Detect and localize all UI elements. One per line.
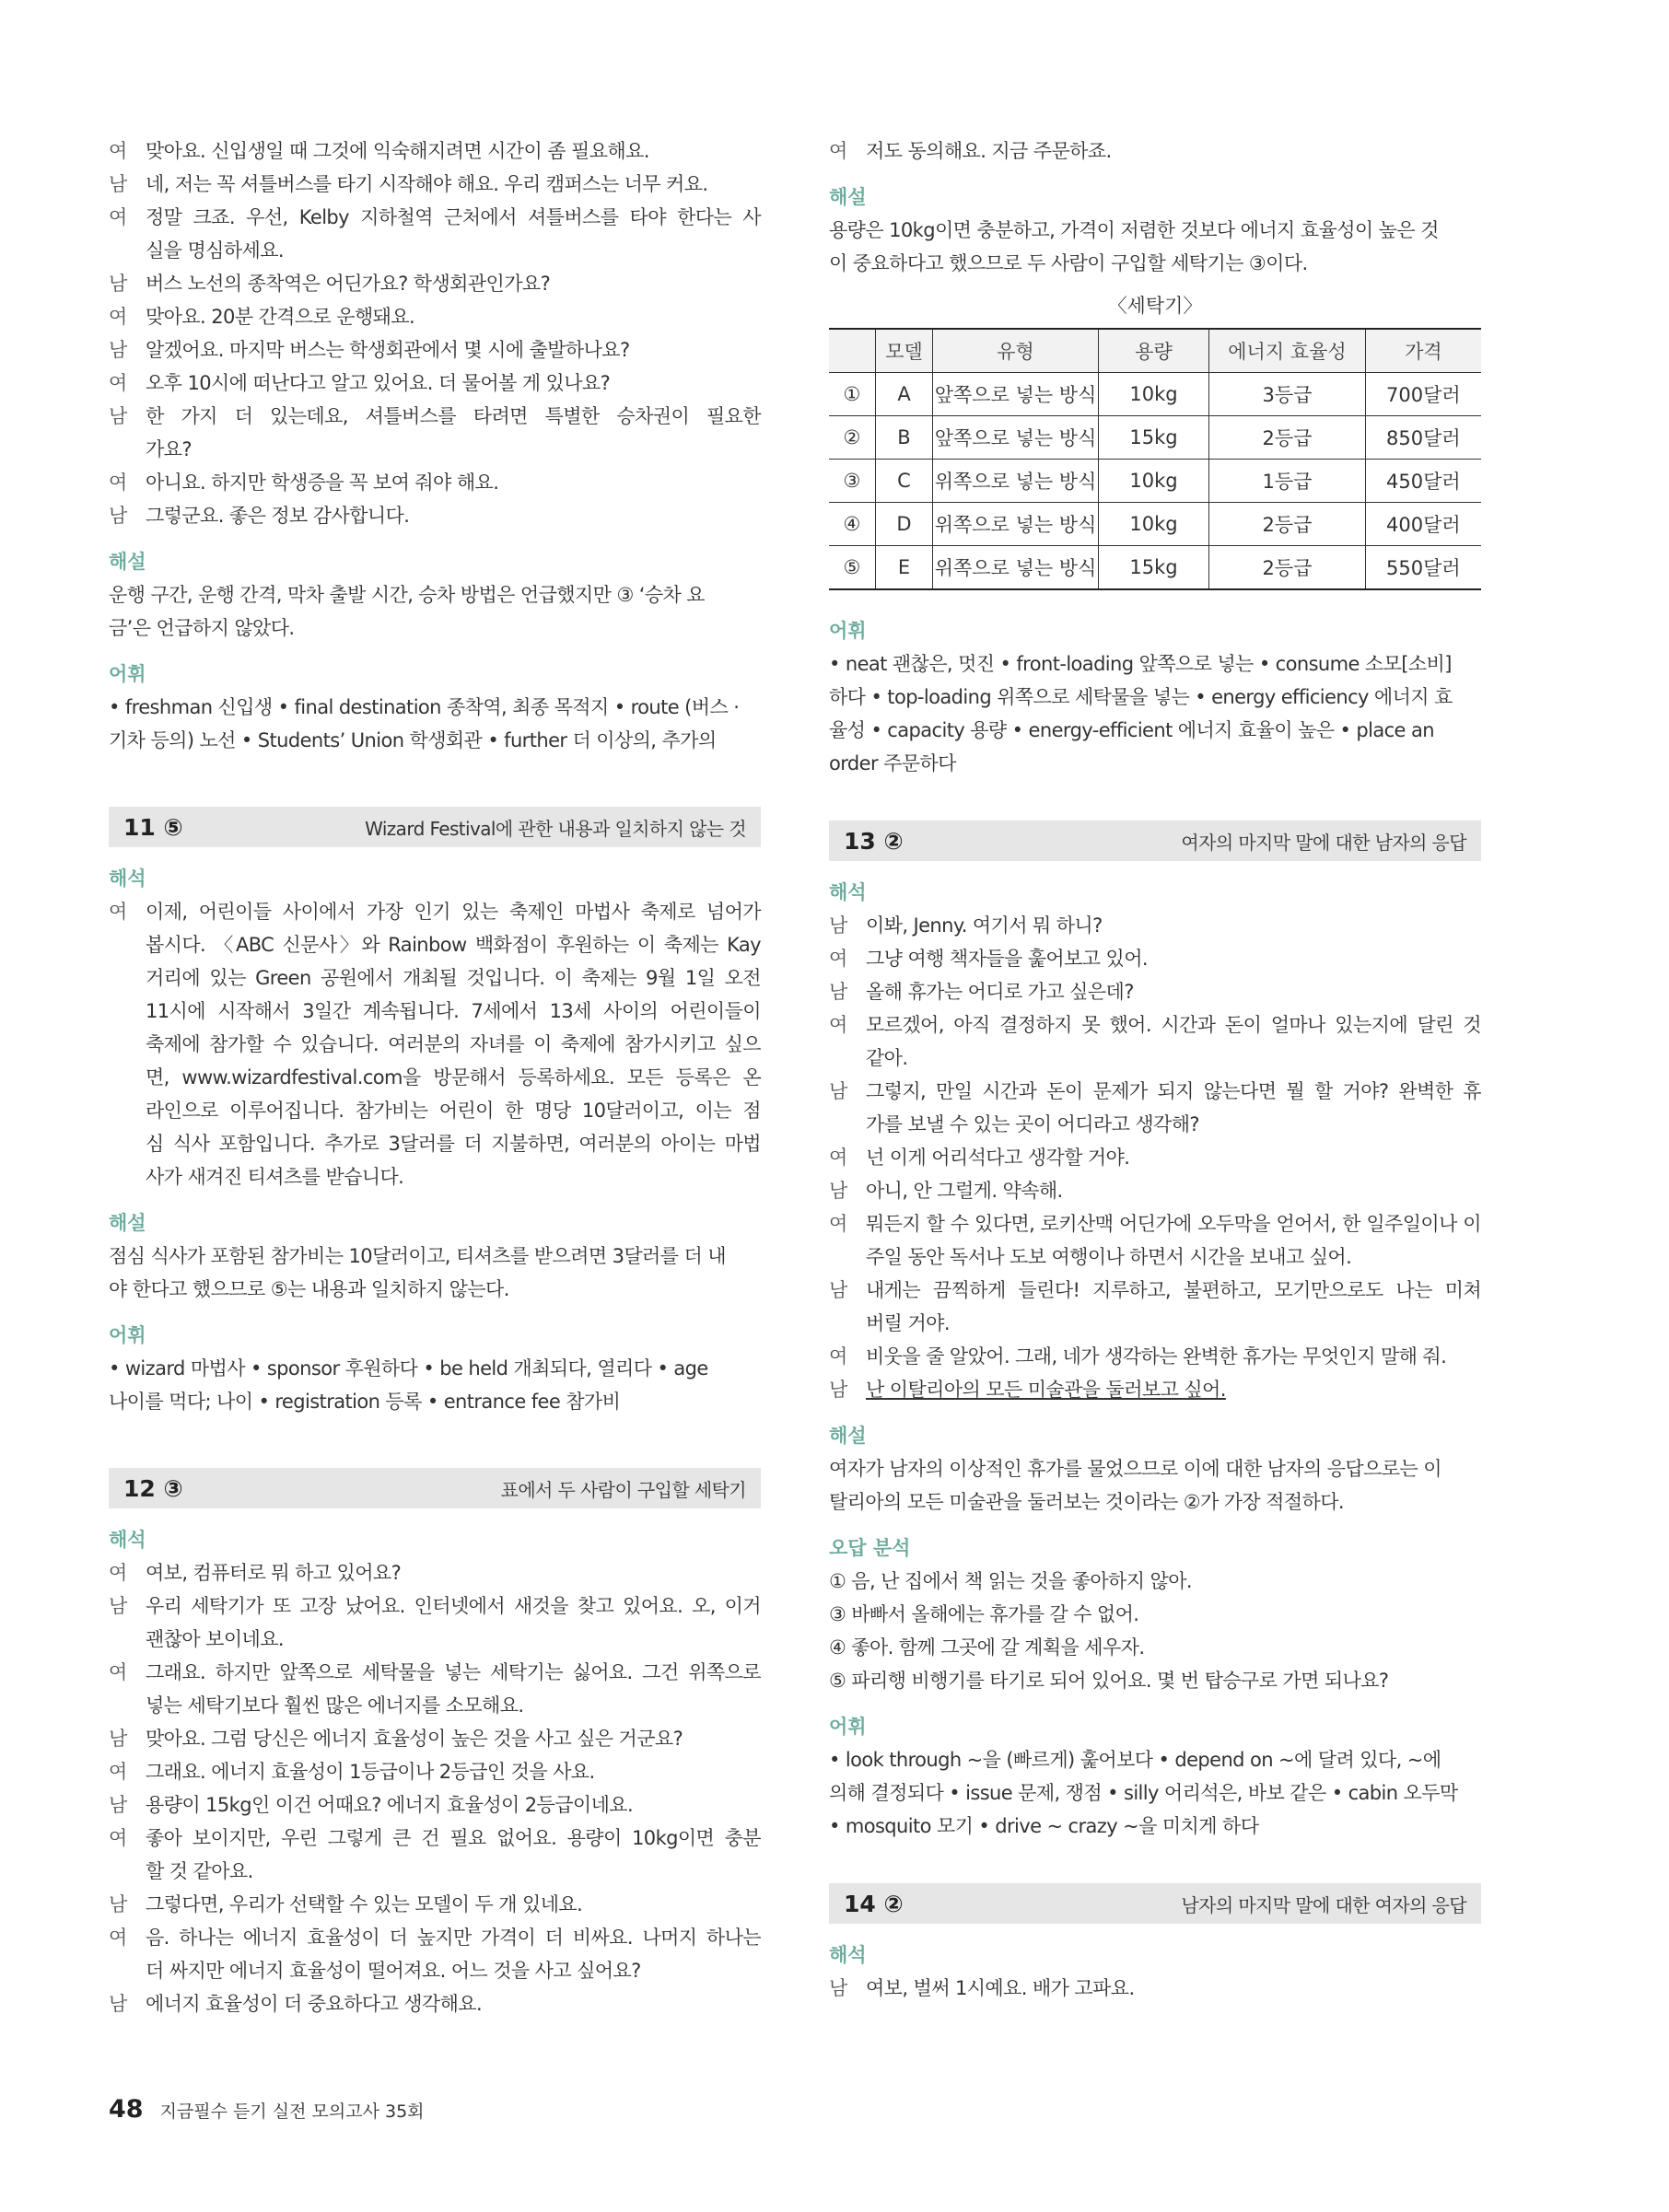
speaker: 남: [109, 1993, 127, 2015]
explanation-heading: 해설: [829, 186, 867, 208]
dialogue-line: [109, 466, 761, 499]
table-cell: 700달러: [1365, 373, 1481, 416]
utterance: [866, 134, 1481, 168]
wrong-answer-heading: 오답 분석: [829, 1537, 911, 1559]
speaker: 남: [109, 1893, 127, 1915]
text-line: 여자가 남자의 이상적인 휴가를 물었으므로 이에 대한 남자의 응답으로는 이: [829, 1458, 1441, 1480]
utterance-line: 가요?: [146, 438, 192, 460]
text-line: • neat 괜찮은, 멋진 • front-loading 앞쪽으로 넣는 • consume 소모[소비]: [829, 653, 1452, 675]
utterance-line: 비웃을 줄 알았어. 그래, 네가 생각하는 완벽한 휴가는 무엇인지 말해 줘.: [866, 1345, 1447, 1368]
table-cell: 위쪽으로 넣는 방식: [933, 460, 1099, 503]
utterance-line: 가를 보낼 수 있는 곳이 어디라고 생각해?: [866, 1113, 1199, 1135]
utterance-line: 내게는 끔찍하게 들린다! 지루하고, 불편하고, 모기만으로도 나는 미쳐: [866, 1279, 1481, 1301]
text-line: • freshman 신입생 • final destination 종착역, 최종 목적지 • route (버스 ·: [109, 696, 740, 718]
table-row: [829, 460, 1481, 503]
explanation-heading: 해설: [109, 551, 146, 573]
text-line: ③ 바빠서 올해에는 휴가를 갈 수 없어.: [829, 1603, 1139, 1625]
q12-vocab: [829, 647, 1481, 780]
speaker: 여: [109, 1827, 127, 1849]
utterance-line: 11시에 시작해서 3일간 계속됩니다. 7세에서 13세 사이의 어린이들이: [146, 1000, 761, 1022]
utterance: [866, 1340, 1481, 1373]
question-topic: 남자의 마지막 말에 대한 여자의 응답: [1181, 1893, 1466, 1916]
dialogue-line: [109, 1987, 761, 2020]
utterance: [146, 499, 761, 532]
vocab-heading: 어휘: [829, 1716, 867, 1738]
text-line: 금’은 언급하지 않았다.: [109, 617, 295, 639]
dialogue-line: [829, 1207, 1481, 1274]
utterance-line: 오후 10시에 떠난다고 알고 있어요. 더 물어볼 게 있나요?: [146, 372, 611, 394]
dialogue-line: [109, 1656, 761, 1722]
dialogue-line: [829, 1008, 1481, 1075]
text-line: 의해 결정되다 • issue 문제, 쟁점 • silly 어리석은, 바보 같은 • cabin 오두막: [829, 1782, 1458, 1804]
speaker: 남: [829, 914, 847, 937]
dialogue-line: [109, 168, 761, 201]
text-line: 하다 • top-loading 위쪽으로 세탁물을 넣는 • energy efficiency 에너지 효: [829, 686, 1453, 708]
q12-dialogue: [109, 1556, 761, 2020]
speaker: 여: [829, 1147, 847, 1169]
question-12-header: [109, 1468, 761, 1508]
question-13-header: [829, 821, 1481, 861]
text-line: ① 음, 난 집에서 책 읽는 것을 좋아하지 않아.: [829, 1570, 1192, 1592]
table-row: [829, 503, 1481, 546]
table-cell: 400달러: [1365, 503, 1481, 546]
speaker: 남: [109, 505, 127, 527]
utterance: [146, 300, 761, 333]
utterance-line: 에너지 효율성이 더 중요하다고 생각해요.: [146, 1993, 483, 2015]
table-cell: B: [875, 416, 933, 460]
table-header-cell: 유형: [933, 329, 1099, 373]
utterance-line: 괜찮아 보이네요.: [146, 1628, 284, 1650]
speaker: 남: [109, 1595, 127, 1617]
utterance: [866, 909, 1481, 942]
utterance-line: 같아.: [866, 1047, 908, 1069]
speaker: 남: [109, 173, 127, 195]
speaker: 여: [109, 901, 127, 923]
text-line: • mosquito 모기 • drive ~ crazy ~을 미치게 하다: [829, 1815, 1259, 1837]
utterance-line: 용량이 15kg인 이건 어때요? 에너지 효율성이 2등급이네요.: [146, 1794, 634, 1816]
utterance: [146, 1722, 761, 1755]
table-cell: ⑤: [829, 546, 875, 590]
table-cell: 1등급: [1209, 460, 1366, 503]
table-cell: 앞쪽으로 넣는 방식: [933, 373, 1099, 416]
vocab-1: [109, 691, 761, 757]
top-dialogue: [829, 134, 1481, 168]
utterance-line: 그렇다면, 우리가 선택할 수 있는 모델이 두 개 있네요.: [146, 1893, 583, 1915]
utterance-line: 주일 동안 독서나 도보 여행이나 하면서 시간을 보내고 싶어.: [866, 1246, 1352, 1268]
utterance: [146, 1556, 761, 1589]
question-number: 11 ⑤: [123, 813, 183, 841]
q11-explanation: [109, 1240, 761, 1306]
utterance-line: 한 가지 더 있는데요, 셔틀버스를 타려면 특별한 승차권이 필요한: [146, 405, 761, 427]
translation-heading: 해석: [109, 867, 146, 890]
table-cell: 앞쪽으로 넣는 방식: [933, 416, 1099, 460]
utterance-line: 이봐, Jenny. 여기서 뭐 하니?: [866, 914, 1103, 937]
speaker: 여: [829, 1213, 847, 1235]
text-line: 용량은 10kg이면 충분하고, 가격이 저렴한 것보다 에너지 효율성이 높은 것: [829, 219, 1439, 241]
table-header-cell: 용량: [1098, 329, 1208, 373]
explanation-1: [109, 578, 761, 645]
text-line: • wizard 마법사 • sponsor 후원하다 • be held 개최되다, 열리다 • age: [109, 1357, 708, 1380]
utterance: [866, 1075, 1481, 1141]
utterance: [146, 1788, 761, 1822]
utterance-line: 축제에 참가할 수 있습니다. 여러분의 자녀를 이 축제에 참가시키고 싶으: [146, 1033, 761, 1055]
footer-title: 지금필수 듣기 실전 모의고사 35회: [159, 2101, 425, 2122]
table-caption: 〈세탁기〉: [1107, 295, 1203, 317]
dialogue-line: [829, 975, 1481, 1008]
utterance-line: 맞아요. 20분 간격으로 운행돼요.: [146, 306, 415, 328]
utterance-line: 아니, 안 그럴게. 약속해.: [866, 1180, 1063, 1202]
question-topic: 여자의 마지막 말에 대한 남자의 응답: [1181, 831, 1466, 854]
utterance-line: 올해 휴가는 어디로 가고 싶은데?: [866, 981, 1134, 1003]
utterance-line: 저도 동의해요. 지금 주문하죠.: [866, 140, 1112, 162]
utterance-line: 뭐든지 할 수 있다면, 로키산맥 어딘가에 오두막을 얻어서, 한 일주일이나 이: [866, 1213, 1481, 1235]
text-line: 기차 등의) 노선 • Students’ Union 학생회관 • further 더 이상의, 추가의: [109, 729, 717, 751]
utterance-line: 우리 세탁기가 또 고장 났어요. 인터넷에서 새것을 찾고 있어요. 오, 이거: [146, 1595, 761, 1617]
utterance-line: 좋아 보이지만, 우린 그렇게 큰 건 필요 없어요. 용량이 10kg이면 충분: [146, 1827, 761, 1849]
question-topic: 표에서 두 사람이 구입할 세탁기: [500, 1478, 746, 1501]
text-line: 나이를 먹다; 나이 • registration 등록 • entrance fee 참가비: [109, 1391, 621, 1413]
utterance-line: 음. 하나는 에너지 효율성이 더 높지만 가격이 더 비싸요. 나머지 하나는: [146, 1927, 761, 1949]
table-header-cell: 에너지 효율성: [1209, 329, 1366, 373]
table-cell: 10kg: [1098, 373, 1208, 416]
table-cell: 위쪽으로 넣는 방식: [933, 546, 1099, 590]
dialogue-line: [109, 300, 761, 333]
speaker: 여: [109, 372, 127, 394]
speaker: 여: [109, 140, 127, 162]
vocab-heading: 어휘: [109, 1324, 146, 1346]
speaker: 여: [829, 1345, 847, 1368]
utterance-line: 거리에 있는 Green 공원에서 개최될 것입니다. 이 축제는 9월 1일 오전: [146, 967, 761, 989]
utterance: [866, 1274, 1481, 1340]
question-number: 14 ②: [844, 1890, 904, 1917]
dialogue-line: [109, 367, 761, 400]
utterance: [146, 1822, 761, 1888]
utterance: [866, 1207, 1481, 1274]
dialogue-1: [109, 134, 761, 532]
dialogue-line: [109, 1755, 761, 1788]
utterance: [146, 466, 761, 499]
utterance-line: 실을 명심하세요.: [146, 239, 284, 262]
speaker: 여: [109, 1761, 127, 1783]
dialogue-line: [109, 267, 761, 300]
utterance-line: 넌 이게 어리석다고 생각할 거야.: [866, 1147, 1130, 1169]
text-line: 이 중요하다고 했으므로 두 사람이 구입할 세탁기는 ③이다.: [829, 252, 1308, 274]
utterance-line: 그렇군요. 좋은 정보 감사합니다.: [146, 505, 410, 527]
table-cell: 15kg: [1098, 416, 1208, 460]
text-line: 야 한다고 했으므로 ⑤는 내용과 일치하지 않는다.: [109, 1278, 509, 1300]
utterance-line: 넣는 세탁기보다 훨씬 많은 에너지를 소모해요.: [146, 1694, 524, 1717]
utterance-line: 봅시다. 〈ABC 신문사〉와 Rainbow 백화점이 후원하는 이 축제는 Kay: [146, 934, 761, 956]
speaker: 남: [829, 1379, 847, 1401]
utterance: [146, 201, 761, 267]
dialogue-line: [109, 1788, 761, 1822]
utterance: [146, 1921, 761, 1987]
speaker: 여: [829, 140, 847, 162]
table-cell: 위쪽으로 넣는 방식: [933, 503, 1099, 546]
utterance: [866, 1174, 1481, 1207]
utterance: [146, 400, 761, 466]
speaker: 남: [109, 339, 127, 361]
utterance-line: 할 것 같아요.: [146, 1860, 253, 1882]
utterance: [146, 333, 761, 367]
table-cell: 850달러: [1365, 416, 1481, 460]
dialogue-line: [109, 1888, 761, 1921]
table-header-row: [829, 329, 1481, 373]
utterance-line: 그렇지, 만일 시간과 돈이 문제가 되지 않는다면 뭘 할 거야? 완벽한 휴: [866, 1080, 1481, 1102]
table-cell: 10kg: [1098, 460, 1208, 503]
page-footer: [109, 2095, 425, 2124]
speaker: 남: [109, 1794, 127, 1816]
dialogue-line: [829, 1274, 1481, 1340]
table-cell: ①: [829, 373, 875, 416]
dialogue-line: [829, 909, 1481, 942]
dialogue-line: [109, 499, 761, 532]
answer-text: 난 이탈리아의 모든 미술관을 둘러보고 싶어.: [866, 1379, 1226, 1401]
explanation-heading: 해설: [829, 1425, 867, 1447]
speaker: 남: [829, 1080, 847, 1102]
q13-vocab: [829, 1743, 1481, 1843]
q11-vocab: [109, 1352, 761, 1418]
table-cell: C: [875, 460, 933, 503]
page-number: 48: [109, 2095, 144, 2124]
q12-explanation: [829, 214, 1481, 280]
speaker: 남: [829, 1279, 847, 1301]
table-row: [829, 416, 1481, 460]
vocab-heading: 어휘: [829, 620, 867, 642]
washer-table: [829, 328, 1481, 590]
dialogue-line: [109, 1556, 761, 1589]
utterance-line: 여보, 벌써 1시예요. 배가 고파요.: [866, 1977, 1135, 1999]
question-topic: Wizard Festival에 관한 내용과 일치하지 않는 것: [365, 817, 746, 840]
speaker: 여: [109, 1661, 127, 1683]
explanation-heading: 해설: [109, 1212, 146, 1234]
utterance-line: 그래요. 하지만 앞쪽으로 세탁물을 넣는 세탁기는 싫어요. 그건 위쪽으로: [146, 1661, 761, 1683]
utterance: [146, 267, 761, 300]
table-cell: 2등급: [1209, 416, 1366, 460]
q13-wrong-answers: [829, 1565, 1481, 1697]
utterance: [146, 1656, 761, 1722]
utterance-line: 면, www.wizardfestival.com을 방문해서 등록하세요. 모든 등록은 온: [146, 1066, 761, 1089]
speaker: 여: [109, 306, 127, 328]
utterance: [146, 367, 761, 400]
text-line: ④ 좋아. 함께 그곳에 갈 계획을 세우자.: [829, 1636, 1145, 1659]
dialogue-line: [109, 134, 761, 168]
utterance: [146, 895, 761, 1193]
utterance-line: 그냥 여행 책자들을 훑어보고 있어.: [866, 948, 1148, 970]
text-line: order 주문하다: [829, 752, 956, 774]
dialogue-line: [829, 1174, 1481, 1207]
utterance-line: 심 식사 포함입니다. 추가로 3달러를 더 지불하면, 여러분의 아이는 마법: [146, 1133, 761, 1155]
q13-last-line: [829, 1373, 1481, 1406]
dialogue-line: [109, 1921, 761, 1987]
utterance-line: 아니요. 하지만 학생증을 꼭 보여 줘야 해요.: [146, 472, 499, 494]
translation-heading: 해석: [829, 1944, 867, 1966]
speaker: 여: [109, 206, 127, 228]
utterance-line: 버스 노선의 종착역은 어딘가요? 학생회관인가요?: [146, 273, 551, 295]
dialogue-line: [109, 400, 761, 466]
dialogue-line: [109, 201, 761, 267]
table-cell: ④: [829, 503, 875, 546]
table-row: [829, 373, 1481, 416]
dialogue-line: [109, 1589, 761, 1656]
translation-heading: 해석: [109, 1529, 146, 1551]
table-cell: 2등급: [1209, 503, 1366, 546]
dialogue-line: [829, 134, 1481, 168]
text-line: • look through ~을 (빠르게) 훑어보다 • depend on ~에 달려 있다, ~에: [829, 1749, 1441, 1771]
table-cell: 450달러: [1365, 460, 1481, 503]
utterance-line: 이제, 어린이들 사이에서 가장 인기 있는 축제인 마법사 축제로 넘어가: [146, 901, 761, 923]
utterance: [866, 975, 1481, 1008]
utterance-line: 정말 크죠. 우선, Kelby 지하철역 근처에서 셔틀버스를 타야 한다는 사: [146, 206, 761, 228]
table-cell: ②: [829, 416, 875, 460]
utterance-line: 알겠어요. 마지막 버스는 학생회관에서 몇 시에 출발하나요?: [146, 339, 630, 361]
speaker: 남: [829, 981, 847, 1003]
utterance-line: 그래요. 에너지 효율성이 1등급이나 2등급인 것을 사요.: [146, 1761, 595, 1783]
utterance-line: 더 싸지만 에너지 효율성이 떨어져요. 어느 것을 사고 싶어요?: [146, 1960, 641, 1982]
utterance-line: 버릴 거야.: [866, 1312, 950, 1334]
question-14-header: [829, 1883, 1481, 1924]
utterance: [146, 134, 761, 168]
dialogue-line: [109, 1822, 761, 1888]
question-number: 13 ②: [844, 827, 904, 855]
utterance: [146, 1755, 761, 1788]
table-header-cell: 가격: [1365, 329, 1481, 373]
dialogue-line: [829, 1141, 1481, 1174]
dialogue-line: [109, 1722, 761, 1755]
text-line: ⑤ 파리행 비행기를 타기로 되어 있어요. 몇 번 탑승구로 가면 되나요?: [829, 1670, 1389, 1692]
utterance: [866, 942, 1481, 975]
speaker: 여: [829, 948, 847, 970]
table-header-cell: 모델: [875, 329, 933, 373]
utterance: [146, 1589, 761, 1656]
utterance: [146, 1987, 761, 2020]
text-line: 탈리아의 모든 미술관을 둘러보는 것이라는 ②가 가장 적절하다.: [829, 1491, 1344, 1513]
utterance-line: 여보, 컴퓨터로 뭐 하고 있어요?: [146, 1562, 402, 1584]
right-column: [829, 134, 1481, 2005]
table-cell: A: [875, 373, 933, 416]
dialogue-line: [829, 1972, 1481, 2005]
speaker: 남: [829, 1180, 847, 1202]
table-cell: ③: [829, 460, 875, 503]
utterance: [866, 1008, 1481, 1075]
utterance: [866, 1972, 1481, 2005]
table-cell: E: [875, 546, 933, 590]
speaker: 여: [109, 472, 127, 494]
question-11-header: [109, 807, 761, 847]
utterance-line: 모르겠어, 아직 결정하지 못 했어. 시간과 돈이 얼마나 있는지에 달린 것: [866, 1014, 1481, 1036]
speaker: 남: [829, 1977, 847, 1999]
utterance: [146, 1888, 761, 1921]
table-cell: D: [875, 503, 933, 546]
utterance-line: 라인으로 이루어집니다. 참가비는 어린이 한 명당 10달러이고, 이는 점: [146, 1100, 761, 1122]
speaker: 여: [109, 1562, 127, 1584]
table-cell: 10kg: [1098, 503, 1208, 546]
speaker: 여: [829, 1014, 847, 1036]
table-cell: 3등급: [1209, 373, 1366, 416]
utterance-line: 맞아요. 그럼 당신은 에너지 효율성이 높은 것을 사고 싶은 거군요?: [146, 1728, 683, 1750]
dialogue-line: [109, 895, 761, 1193]
table-cell: 550달러: [1365, 546, 1481, 590]
text-line: 운행 구간, 운행 간격, 막차 출발 시간, 승차 방법은 언급했지만 ③ ‘승차 요: [109, 584, 705, 606]
q13-dialogue: [829, 909, 1481, 1373]
speaker: 남: [109, 1728, 127, 1750]
speaker: 남: [109, 405, 127, 427]
q14-dialogue: [829, 1972, 1481, 2005]
table-cell: 15kg: [1098, 546, 1208, 590]
table-cell: 2등급: [1209, 546, 1366, 590]
q11-dialogue: [109, 895, 761, 1193]
speaker: 여: [109, 1927, 127, 1949]
dialogue-line: [109, 333, 761, 367]
dialogue-line: [829, 1075, 1481, 1141]
text-line: 점심 식사가 포함된 참가비는 10달러이고, 티셔츠를 받으려면 3달러를 더 내: [109, 1245, 726, 1267]
text-line: 율성 • capacity 용량 • energy-efficient 에너지 효율이 높은 • place an: [829, 719, 1434, 741]
dialogue-line: [829, 1340, 1481, 1373]
utterance: [146, 168, 761, 201]
dialogue-line: [829, 942, 1481, 975]
utterance-line: 사가 새겨진 티셔츠를 받습니다.: [146, 1166, 404, 1188]
speaker: 남: [109, 273, 127, 295]
table-row: [829, 546, 1481, 590]
question-number: 12 ③: [123, 1474, 183, 1502]
table-header-cell: [829, 329, 875, 373]
left-column: [109, 134, 761, 2020]
vocab-heading: 어휘: [109, 663, 146, 685]
translation-heading: 해석: [829, 881, 867, 903]
utterance-line: 네, 저는 꼭 셔틀버스를 타기 시작해야 해요. 우리 캠퍼스는 너무 커요.: [146, 173, 708, 195]
q13-explanation: [829, 1452, 1481, 1519]
utterance-line: 맞아요. 신입생일 때 그것에 익숙해지려면 시간이 좀 필요해요.: [146, 140, 649, 162]
utterance: [866, 1141, 1481, 1174]
